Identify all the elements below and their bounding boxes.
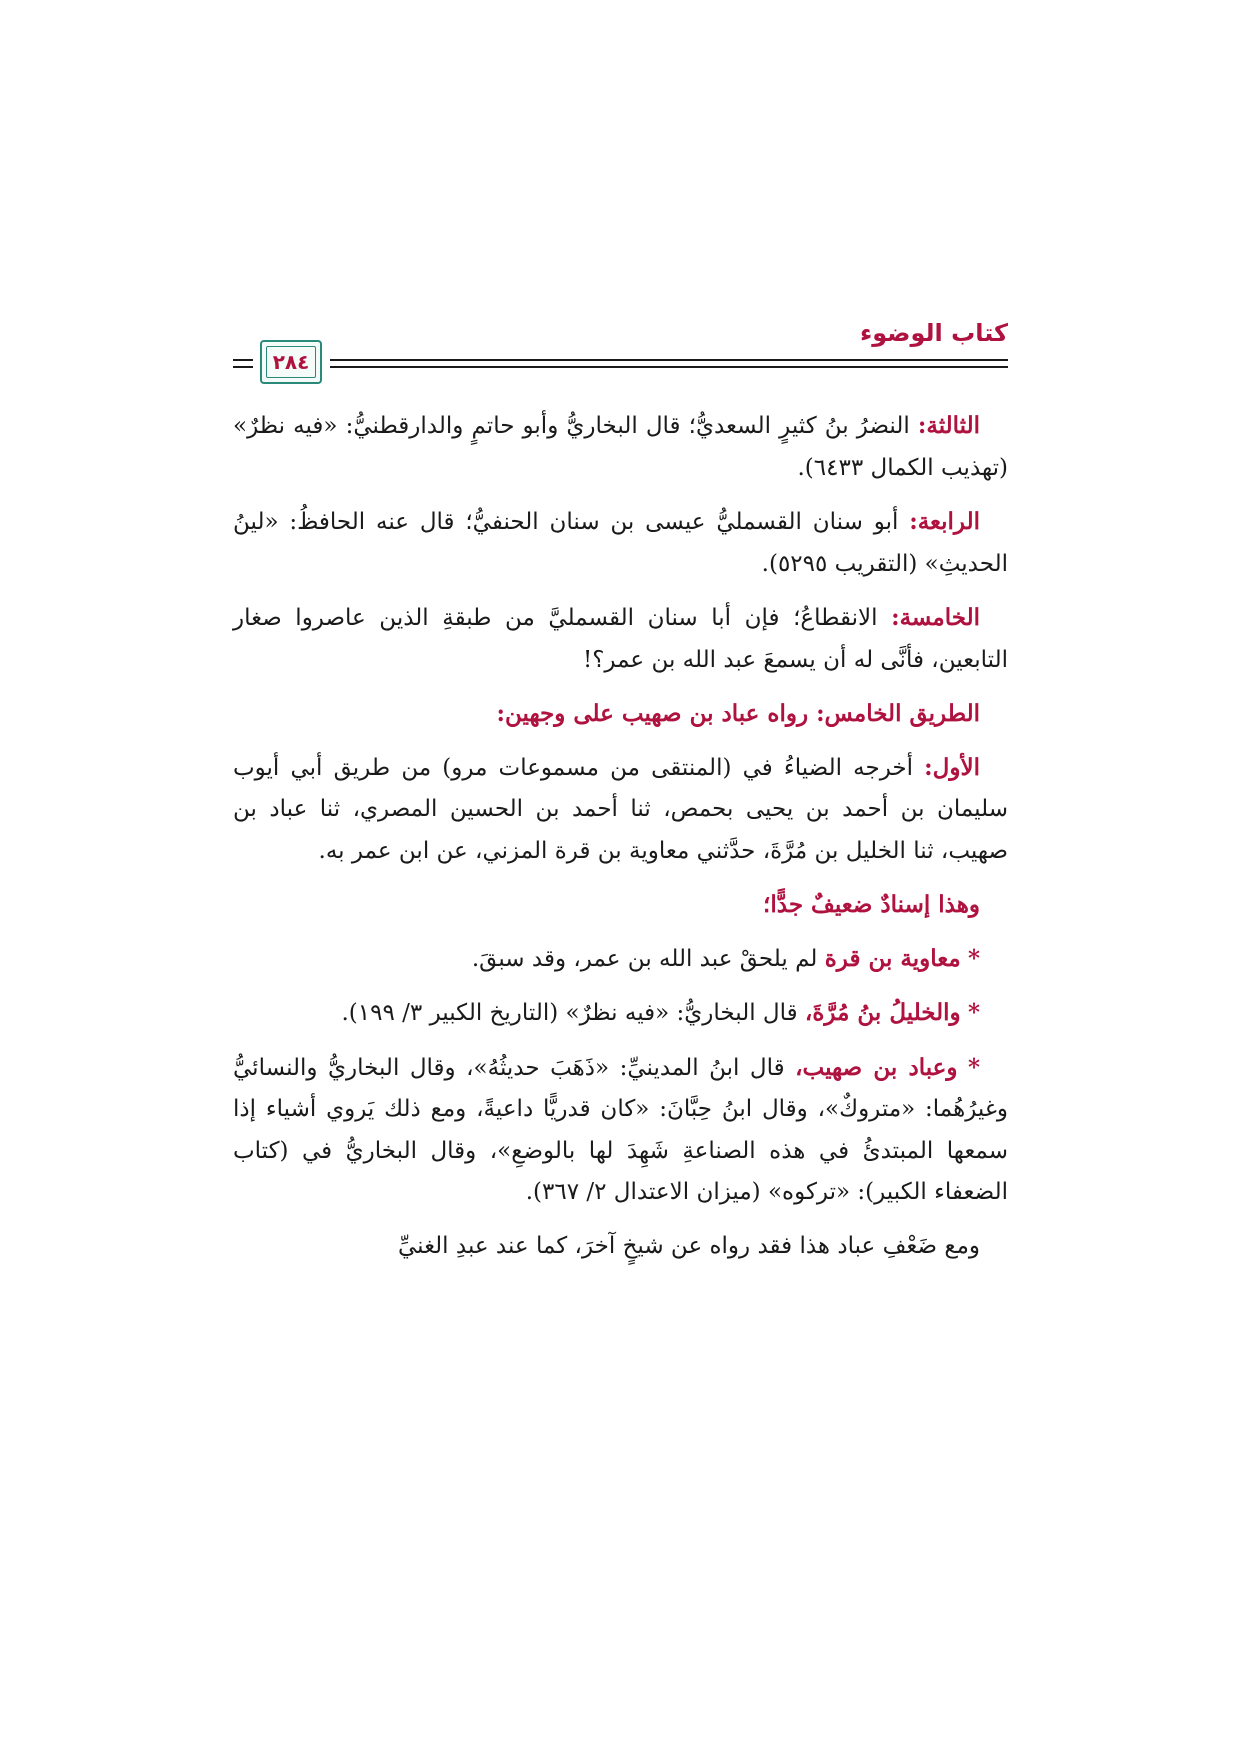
paragraph-fifth: [233, 597, 1008, 681]
bullet-label: معاوية بن قرة: [824, 944, 961, 972]
header-rule-top: [330, 359, 1008, 361]
section-heading-weak-chain: وهذا إسنادٌ ضعيفٌ جدًّا؛: [763, 891, 980, 918]
bullet-star: *: [967, 944, 980, 972]
page-number: ٢٨٤: [272, 350, 310, 374]
paragraph-label: الثالثة:: [917, 412, 980, 439]
paragraph-fourth: [233, 501, 1008, 585]
book-title: كتاب الوضوء: [859, 319, 1008, 347]
bullet-text: لم يلحقْ عبد الله بن عمر، وقد سبقَ.: [471, 945, 825, 972]
section-heading-fifth-route: الطريق الخامس: رواه عباد بن صهيب على وجهين:: [496, 700, 980, 727]
paragraph-text: أخرجه الضياءُ في (المنتقى من مسموعات مرو) من طريق أبي أيوب سليمان بن أحمد بن يحيى بحمص، ثنا أحمد بن الحسين المصري، ثنا عباد بن صهيب، ثنا الخليل بن مُرَّةَ، حدَّثني معاوية بن قرة المزني، عن ابن عمر به.: [233, 754, 1008, 864]
bullet-star: *: [967, 1053, 981, 1081]
header-rule-left-bottom: [233, 366, 253, 368]
page-header: [233, 318, 1008, 386]
bullet-text: قال البخاريُّ: «فيه نظرٌ» (التاريخ الكبير ٣/ ١٩٩).: [341, 1000, 805, 1026]
paragraph-text: الانقطاعُ؛ فإن أبا سنان القسمليَّ من طبقةِ الذين عاصروا صغار التابعين، فأنَّى له أن يسمعَ عبد الله بن عمر؟!: [233, 605, 1008, 673]
paragraph-closing: ومع ضَعْفِ عباد هذا فقد رواه عن شيخٍ آخرَ، كما عند عبدِ الغنيِّ: [397, 1232, 980, 1259]
header-rule-bottom: [330, 366, 1008, 368]
bullet-text: قال ابنُ المدينيِّ: «ذَهَبَ حديثُهُ»، وقال البخاريُّ والنسائيُّ وغيرُهُما: «متروكٌ»، وقال ابنُ حِبَّانَ: «كان قدريًّا داعيةً، ومع ذلك يَروي أشياء إذا سمعها المبتدئُ في هذه الصناعةِ شَهِدَ لها بالوضعِ»، وقال البخاريُّ في (كتاب الضعفاء الكبير): «تركوه» (ميزان الاعتدال ٢/ ٣٦٧).: [233, 1054, 1008, 1205]
paragraph-label: الرابعة:: [909, 508, 980, 535]
bullet-khalil: [233, 992, 1008, 1035]
bullet-star: *: [967, 999, 980, 1026]
header-rule-left-top: [233, 359, 253, 361]
page-body: [233, 405, 1008, 1279]
bullet-label: والخليلُ بنُ مُرَّةَ،: [804, 999, 961, 1026]
bullet-muawiya: [233, 938, 1008, 981]
paragraph-label: الخامسة:: [891, 604, 980, 631]
bullet-abbad: [233, 1047, 1008, 1214]
paragraph-first: [233, 747, 1008, 873]
bullet-label: وعباد بن صهيب،: [795, 1053, 958, 1081]
paragraph-label: الأول:: [924, 753, 980, 781]
paragraph-text: النضرُ بنُ كثيرٍ السعديُّ؛ قال البخاريُّ وأبو حاتمٍ والدارقطنيُّ: «فيه نظرٌ» (تهذيب الكمال ٦٤٣٣).: [233, 413, 1008, 481]
paragraph-third: [233, 405, 1008, 489]
paragraph-text: أبو سنان القسمليُّ عيسى بن سنان الحنفيُّ؛ قال عنه الحافظُ: «لينُ الحديثِ» (التقريب ٥٢٩٥).: [233, 509, 1008, 577]
page-number-badge: [260, 340, 322, 384]
